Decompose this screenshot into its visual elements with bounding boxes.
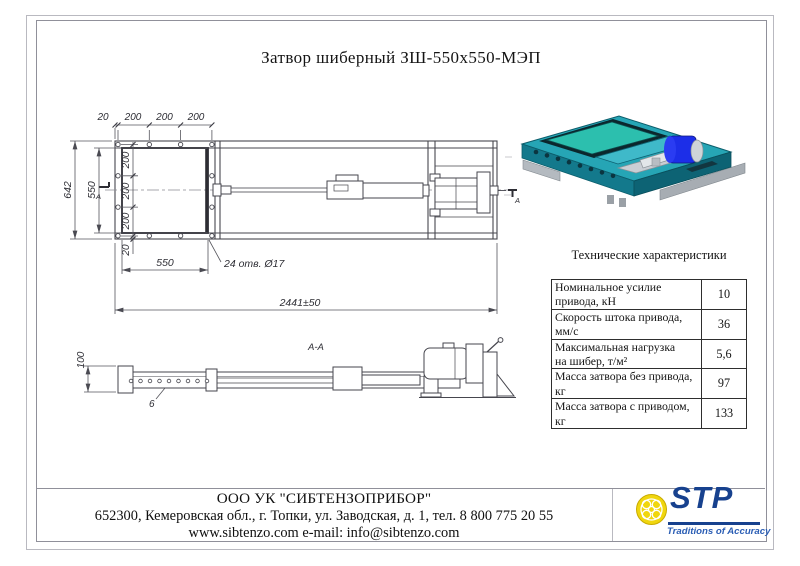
dim-overall: 2441±50 <box>279 297 321 309</box>
top-view-opening <box>122 148 208 233</box>
footer-company: ООО УК "СИБТЕНЗОПРИБОР" <box>216 490 432 507</box>
stp-emblem-icon <box>636 494 667 525</box>
side-view-label: А-А <box>308 342 324 353</box>
dim-550-bottom: 550 <box>156 257 174 269</box>
dim-top-200a: 200 <box>124 112 142 123</box>
dim-100: 100 <box>76 351 87 369</box>
spec-value: 5,6 <box>702 339 747 369</box>
footer-address: 652300, Кемеровская обл., г. Топки, ул. Заводская, д. 1, тел. 8 800 775 20 55 <box>94 508 554 524</box>
section-letter-left: А <box>96 192 102 201</box>
dim-top-20: 20 <box>97 112 109 123</box>
footer <box>36 480 771 541</box>
spec-row <box>552 280 747 310</box>
spec-label: Номинальное усилие привода, кН <box>552 280 702 310</box>
spec-row <box>552 399 747 429</box>
spec-row <box>552 369 747 399</box>
footer-text <box>36 490 612 542</box>
specs-table-body <box>552 280 747 429</box>
dim-top-200c: 200 <box>187 112 205 123</box>
logo-box <box>612 480 771 541</box>
page-title: Затвор шиберный ЗШ-550х550-МЭП <box>261 48 541 67</box>
dim-642: 642 <box>62 181 74 199</box>
logo-underline <box>668 522 760 525</box>
logo-wordmark: STP <box>670 480 734 515</box>
specs-table <box>551 279 747 429</box>
spec-row <box>552 309 747 339</box>
spec-label: Масса затвора с приводом, кг <box>552 399 702 429</box>
spec-value: 36 <box>702 309 747 339</box>
top-view-actuator-assembly <box>213 172 506 216</box>
footer-contacts: www.sibtenzo.com e-mail: info@sibtenzo.com <box>188 525 460 541</box>
spec-value: 97 <box>702 369 747 399</box>
spec-value: 133 <box>702 399 747 429</box>
spec-label: Максимальная нагрузка на шибер, т/м² <box>552 339 702 369</box>
spec-label: Скорость штока привода, мм/с <box>552 309 702 339</box>
side-view-body <box>118 338 516 398</box>
dim-chain-200b: 200 <box>121 182 132 200</box>
side-view-holes <box>129 379 209 383</box>
spec-value: 10 <box>702 280 747 310</box>
specs-panel <box>551 248 747 429</box>
dim-chain-200c: 200 <box>121 212 132 230</box>
specs-title: Технические характеристики <box>571 248 727 262</box>
product-3d-render <box>504 116 745 207</box>
logo-tagline: Traditions of Accuracy <box>667 526 771 537</box>
section-letter-right: А <box>515 196 521 205</box>
spec-row <box>552 339 747 369</box>
dim-chain-20: 20 <box>121 244 132 256</box>
dim-550-left: 550 <box>86 181 98 199</box>
spec-label: Масса затвора без привода, кг <box>552 369 702 399</box>
dim-top-200b: 200 <box>156 112 173 123</box>
holes-note: 24 отв. Ø17 <box>224 258 285 270</box>
dim-chain-200a: 200 <box>121 151 132 169</box>
dim-6: 6 <box>149 399 155 410</box>
